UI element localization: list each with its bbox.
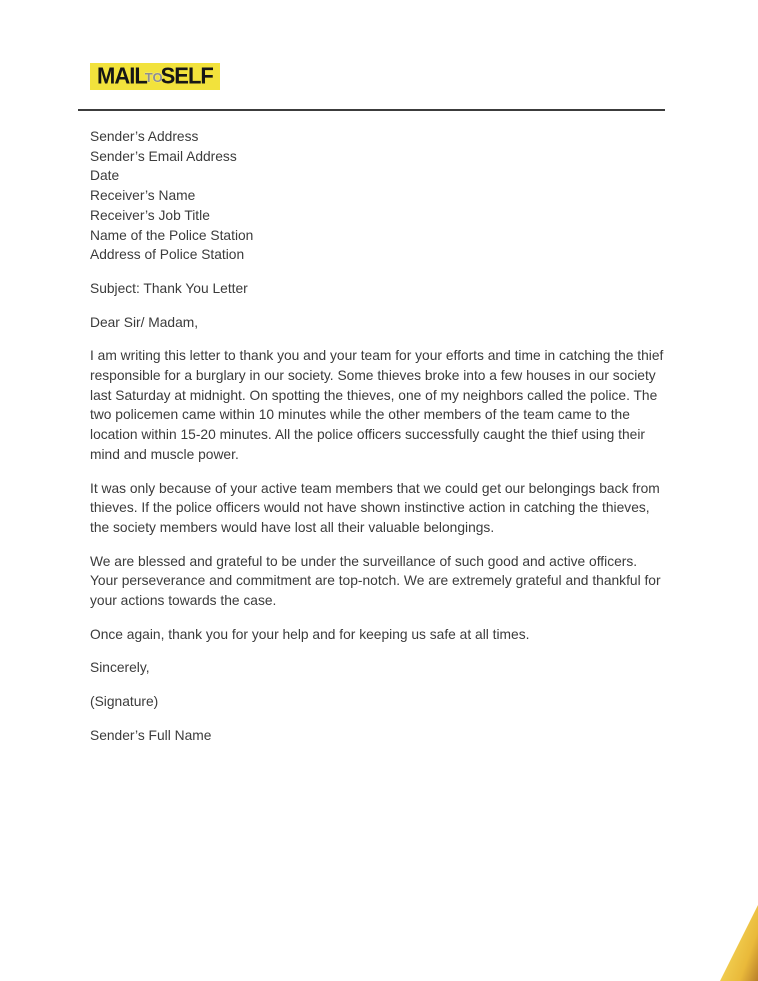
police-station-address-line: Address of Police Station [90, 247, 245, 263]
police-station-name-line: Name of the Police Station [90, 227, 254, 243]
date-line: Date [90, 168, 120, 184]
body-paragraph-1: I am writing this letter to thank you and your team for your efforts and time in catching the thief responsible for a burglary in our society. Some thieves broke into a few houses in our society last Saturday at midnight. On spotting the thieves, one of my neighbors called the police. The two policemen came within 10 minutes while the other members of the team came to the location within 15-20 minutes. All the police officers successfully caught the thief using their mind and muscle power. [90, 348, 664, 462]
letter-header-block [90, 127, 667, 265]
letter-body [90, 127, 667, 760]
subject-line: Subject: Thank You Letter [90, 280, 248, 296]
body-paragraph-4: Once again, thank you for your help and for keeping us safe at all times. [90, 626, 530, 642]
corner-accent-triangle [720, 905, 758, 981]
sender-email-line: Sender’s Email Address [90, 148, 237, 164]
header-divider-line [78, 109, 665, 111]
body-paragraph-2: It was only because of your active team members that we could get our belongings back from thieves. If the police officers would not have shown instinctive action in catching the thieves, the society members would have lost all their valuable belongings. [90, 480, 660, 535]
sender-address-line: Sender’s Address [90, 129, 199, 144]
logo-word-to: TO [144, 69, 163, 85]
body-paragraph-3: We are blessed and grateful to be under the surveillance of such good and active officers. Your perseverance and commitment are top-notch. We are extremely grateful and thankful for your actions towards the case. [90, 553, 661, 609]
closing-sincerely-line: Sincerely, [90, 660, 150, 676]
logo-word-self: SELF [160, 62, 213, 89]
mail-to-self-logo [90, 63, 220, 90]
signature-placeholder-line: (Signature) [90, 694, 159, 710]
receiver-job-title-line: Receiver’s Job Title [90, 207, 210, 223]
sender-full-name-line: Sender’s Full Name [90, 727, 212, 743]
receiver-name-line: Receiver’s Name [90, 188, 196, 204]
logo-word-mail: MAIL [97, 62, 147, 89]
salutation-line: Dear Sir/ Madam, [90, 314, 199, 330]
